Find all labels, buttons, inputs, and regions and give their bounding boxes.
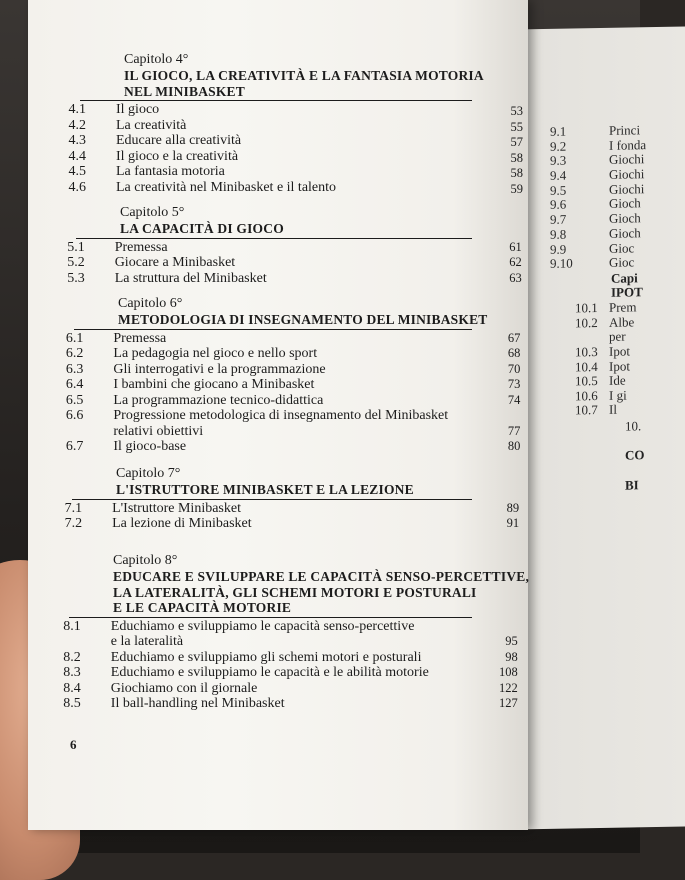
entry-page: 68 — [507, 346, 521, 360]
entry-title: Il gioco e la creatività — [116, 148, 239, 164]
facing-entry-number: 9.1 — [550, 123, 567, 139]
entry-title: Il ball-handling nel Minibasket — [110, 696, 285, 711]
chapter-label: Capitolo 7° — [116, 466, 181, 481]
entry-page: 74 — [507, 392, 521, 407]
entry-number: 8.1 — [63, 618, 81, 634]
facing-entry-number: 9.5 — [550, 182, 567, 198]
entry-page: 63 — [509, 270, 522, 285]
toc-entry[interactable] — [28, 681, 528, 698]
entry-title: Giocare a Minibasket — [114, 255, 236, 270]
toc-entry[interactable] — [28, 618, 528, 649]
toc-entry[interactable] — [28, 255, 528, 272]
toc-entry[interactable] — [28, 501, 528, 518]
entry-page: 57 — [510, 135, 523, 149]
facing-entry-number: 10.3 — [575, 344, 598, 360]
toc-entry[interactable] — [28, 650, 528, 667]
entry-page: 122 — [499, 680, 518, 695]
entry-page: 89 — [506, 500, 520, 515]
toc-entry[interactable] — [28, 331, 528, 348]
facing-fragment: Il — [609, 401, 617, 417]
chapter-rule — [80, 100, 472, 101]
entry-title: La fantasia motoria — [116, 164, 225, 179]
entry-title: Gli interrogativi e la programmazione — [113, 361, 326, 377]
facing-entry-number: 10.4 — [575, 359, 598, 375]
toc-entry[interactable] — [28, 180, 528, 197]
chapter-label: Capitolo 4° — [124, 52, 189, 67]
entry-page: 108 — [499, 665, 518, 679]
entry-title: Premessa — [113, 330, 167, 346]
facing-page — [515, 27, 685, 830]
facing-fragment: Albe — [609, 314, 635, 330]
entry-title: Premessa — [114, 239, 168, 255]
facing-entry-number: 9.6 — [550, 196, 567, 212]
entry-title: La programmazione tecnico-didattica — [113, 392, 324, 408]
entry-number: 6.1 — [65, 330, 84, 346]
entry-number: 7.2 — [64, 516, 83, 531]
entry-number: 5.2 — [67, 255, 85, 270]
entry-title: La pedagogia nel gioco e nello sport — [113, 346, 318, 361]
chapter-rule — [72, 499, 472, 500]
entry-page: 61 — [509, 239, 522, 254]
facing-entry-number: 10.7 — [575, 402, 598, 418]
facing-fragment: IPOT — [611, 284, 643, 300]
facing-entry-number: 9.8 — [550, 226, 567, 242]
facing-fragment: Giochi — [609, 151, 645, 167]
entry-page: 58 — [510, 166, 523, 180]
entry-title: I bambini che giocano a Minibasket — [113, 377, 315, 392]
toc-entry[interactable] — [28, 408, 528, 439]
entry-title: L'Istruttore Minibasket — [112, 500, 241, 516]
entry-page: 80 — [507, 439, 521, 453]
facing-entry-number: 9.2 — [550, 138, 567, 154]
facing-fragment: Capi — [611, 270, 638, 286]
facing-entry-number: 9.10 — [550, 255, 573, 271]
facing-fragment: Gioc — [609, 254, 635, 270]
chapter-title: METODOLOGIA DI INSEGNAMENTO DEL MINIBASKET — [118, 312, 488, 327]
entry-number: 6.2 — [65, 346, 84, 361]
facing-fragment: 10. — [625, 418, 642, 434]
entry-page: 62 — [509, 255, 522, 269]
entry-number: 5.1 — [67, 239, 85, 255]
entry-title-continued: relativi obiettivi — [113, 423, 204, 439]
entry-number: 6.4 — [65, 377, 84, 392]
facing-fragment: CO — [625, 447, 645, 463]
entry-number: 6.6 — [65, 408, 84, 423]
facing-entry-number: 9.7 — [550, 211, 567, 227]
entry-title: Educhiamo e sviluppiamo gli schemi motori e posturali — [110, 649, 422, 665]
entry-number: 4.3 — [68, 133, 86, 148]
entry-title: Giochiamo con il giornale — [110, 680, 258, 696]
facing-fragment: per — [609, 328, 626, 344]
toc-entry[interactable] — [28, 240, 528, 257]
entry-page: 91 — [506, 516, 520, 530]
entry-page: 67 — [507, 330, 521, 345]
facing-fragment: I fonda — [609, 137, 647, 153]
entry-number: 4.6 — [68, 179, 86, 195]
chapter-title: LA CAPACITÀ DI GIOCO — [120, 221, 284, 236]
toc-entry[interactable] — [28, 102, 528, 119]
facing-fragment: Giochi — [609, 181, 645, 197]
entry-title: La creatività — [116, 117, 187, 133]
entry-page: 77 — [507, 423, 521, 438]
toc-entry[interactable] — [28, 149, 528, 166]
chapter-title: LA LATERALITÀ, GLI SCHEMI MOTORI E POSTURALI — [113, 584, 477, 600]
facing-fragment: Gioch — [609, 195, 641, 211]
entry-title: Educhiamo e sviluppiamo le capacità senso-percettive — [110, 618, 415, 634]
entry-page: 98 — [505, 649, 518, 664]
facing-entry-number: 10.1 — [575, 300, 598, 316]
chapter-rule — [74, 329, 472, 330]
entry-title: La creatività nel Minibasket e il talento — [116, 179, 337, 195]
facing-fragment: Ipot — [609, 343, 630, 359]
chapter-label: Capitolo 5° — [120, 205, 185, 220]
chapter-rule — [69, 617, 472, 618]
toc-entry[interactable] — [28, 516, 528, 533]
page-number: 6 — [70, 737, 77, 752]
entry-page: 127 — [499, 696, 518, 710]
toc-entry[interactable] — [28, 164, 528, 181]
entry-page: 59 — [510, 181, 523, 196]
entry-page: 73 — [507, 377, 521, 391]
chapter-title: E LE CAPACITÀ MOTORIE — [113, 600, 292, 615]
entry-number: 8.5 — [63, 696, 81, 711]
facing-fragment: Gioch — [609, 210, 641, 226]
entry-number: 4.5 — [68, 164, 86, 179]
toc-entry[interactable] — [28, 377, 528, 394]
facing-fragment: Giochi — [609, 166, 645, 182]
toc-entry[interactable] — [28, 393, 528, 410]
toc-entry[interactable] — [28, 362, 528, 379]
facing-entry-number: 10.5 — [575, 373, 598, 389]
facing-fragment: BI — [625, 477, 639, 493]
toc-entry[interactable] — [28, 346, 528, 363]
entry-page: 95 — [505, 634, 518, 648]
facing-fragment: Gioch — [609, 225, 641, 241]
entry-number: 7.1 — [64, 500, 83, 516]
facing-entry-number: 9.9 — [550, 241, 567, 257]
entry-number: 4.1 — [68, 102, 86, 117]
book-page — [28, 0, 528, 830]
entry-number: 8.2 — [63, 649, 81, 665]
entry-number: 4.2 — [68, 117, 86, 133]
entry-page: 53 — [510, 104, 523, 118]
entry-number: 8.4 — [63, 680, 81, 696]
facing-fragment: Ide — [609, 372, 626, 388]
entry-number: 8.3 — [63, 665, 81, 680]
facing-fragment: I gi — [609, 387, 627, 403]
toc-entry[interactable] — [28, 271, 528, 288]
facing-fragment: Princi — [609, 122, 641, 138]
chapter-label: Capitolo 8° — [113, 553, 178, 568]
facing-entry-number: 10.2 — [575, 315, 598, 331]
chapter-title: IL GIOCO, LA CREATIVITÀ E LA FANTASIA MOTORIA — [124, 68, 484, 83]
toc-entry[interactable] — [28, 439, 528, 456]
entry-title: Educhiamo e sviluppiamo le capacità e le abilità motorie — [110, 665, 429, 680]
entry-page: 55 — [510, 119, 523, 134]
chapter-title: NEL MINIBASKET — [124, 83, 245, 99]
entry-title: La lezione di Minibasket — [112, 516, 252, 531]
entry-page: 58 — [510, 150, 523, 165]
entry-number: 5.3 — [67, 270, 85, 286]
table-of-contents — [28, 0, 528, 830]
entry-number: 6.5 — [65, 392, 84, 408]
entry-page: 70 — [507, 361, 521, 376]
facing-entry-number: 10.6 — [575, 388, 598, 404]
facing-fragment: Gioc — [609, 240, 635, 256]
chapter-rule — [76, 238, 472, 239]
facing-fragment: Prem — [609, 299, 637, 315]
entry-title: Il gioco-base — [113, 439, 187, 454]
entry-title: Progressione metodologica di insegnamento del Minibasket — [113, 408, 449, 423]
entry-title: Educare alla creatività — [116, 133, 242, 148]
entry-title-continued: e la lateralità — [110, 634, 184, 649]
toc-entry[interactable] — [28, 665, 528, 682]
facing-entry-number: 9.4 — [550, 167, 567, 183]
toc-entry[interactable] — [28, 696, 528, 713]
entry-number: 4.4 — [68, 148, 86, 164]
facing-fragment: Ipot — [609, 358, 630, 374]
chapter-title: L'ISTRUTTORE MINIBASKET E LA LEZIONE — [116, 482, 414, 497]
toc-entry[interactable] — [28, 118, 528, 135]
entry-title: La struttura del Minibasket — [114, 270, 267, 286]
entry-title: Il gioco — [116, 102, 160, 117]
chapter-label: Capitolo 6° — [118, 296, 183, 311]
facing-entry-number: 9.3 — [550, 152, 567, 168]
toc-entry[interactable] — [28, 133, 528, 150]
chapter-title: EDUCARE E SVILUPPARE LE CAPACITÀ SENSO-PERCETTIVE, — [113, 569, 530, 584]
entry-number: 6.3 — [65, 361, 84, 377]
entry-number: 6.7 — [65, 439, 84, 454]
